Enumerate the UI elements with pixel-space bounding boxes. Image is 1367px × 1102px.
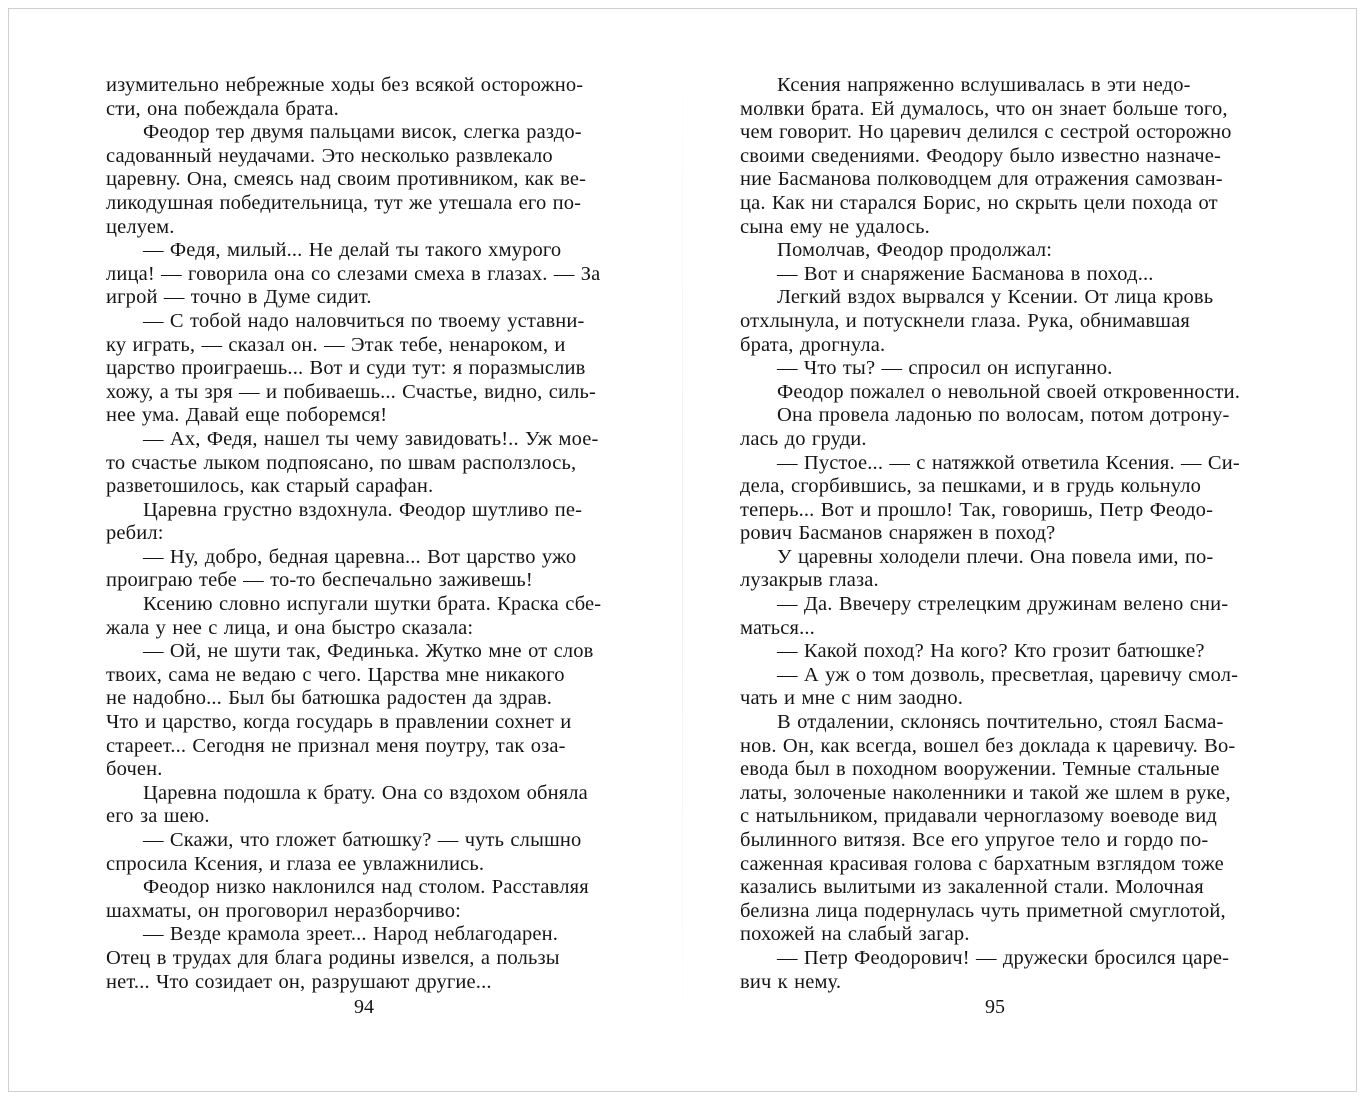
- left-page-text: [106, 74, 626, 994]
- text-line: — Да. Ввечеру стрелецким дружинам велено сни-: [777, 593, 1229, 616]
- left-page-number: 94: [354, 996, 374, 1018]
- text-line: евода был в походном вооружении. Темные стальные: [740, 758, 1220, 781]
- text-line: с натыльником, придавали черноглазому воеводе вид: [740, 805, 1217, 828]
- text-line: нов. Он, как всегда, вошел без доклада к царевичу. Во-: [740, 734, 1236, 757]
- right-page-number: 95: [985, 996, 1005, 1018]
- text-line: брата, дрогнула.: [740, 333, 886, 356]
- text-line: былинного витязя. Все его упругое тело и гордо по-: [740, 829, 1209, 851]
- text-line: царство проиграешь... Вот и суди тут: я поразмыслив: [106, 357, 586, 380]
- text-line: — Петр Феодорович! — дружески бросился царе-: [777, 946, 1230, 969]
- text-line: лица! — говорила она со слезами смеха в глазах. — За: [106, 262, 601, 285]
- text-line: ца. Как ни старался Борис, но скрыть цели похода от: [740, 191, 1218, 214]
- text-line: — Скажи, что гложет батюшку? — чуть слышно: [143, 829, 582, 851]
- text-line: маться...: [740, 616, 815, 639]
- text-line: проиграю тебе — то-то беспечально заживешь!: [106, 569, 533, 592]
- text-line: — А уж о том дозволь, пресветлая, царевичу смол-: [777, 663, 1239, 686]
- text-line: твоих, сама не ведаю с чего. Царства мне никакого: [106, 663, 565, 686]
- text-line: царевну. Она, смеясь над своим противником, как ве-: [106, 168, 587, 191]
- text-line: спросила Ксения, и глаза ее увлажнились.: [106, 852, 485, 875]
- text-line: его за шею.: [106, 805, 210, 828]
- text-line: Царевна грустно вздохнула. Феодор шутливо пе-: [143, 498, 583, 521]
- text-line: нее ума. Давай еще поборемся!: [106, 404, 388, 427]
- text-line: жала у нее с лица, и она быстро сказала:: [106, 616, 474, 639]
- text-line: Отец в трудах для блага родины извелся, а пользы: [106, 946, 560, 969]
- text-line: У царевны холодели плечи. Она повела ими, по-: [777, 545, 1214, 568]
- text-line: ребил:: [106, 522, 164, 545]
- text-line: разветошилось, как старый сарафан.: [106, 475, 434, 498]
- text-line: — Везде крамола зреет... Народ неблагодарен.: [143, 923, 559, 946]
- text-line: сына ему не удалось.: [740, 215, 930, 238]
- text-line: стареет... Сегодня не признал меня поутру, так оза-: [106, 734, 566, 757]
- text-line: В отдалении, склонясь почтительно, стоял Басма-: [777, 711, 1224, 734]
- left-page: [106, 74, 626, 994]
- text-line: Феодор низко наклонился над столом. Расставляя: [143, 876, 589, 899]
- text-line: Феодор пожалел о невольной своей откровенности.: [777, 380, 1240, 403]
- text-line: нет... Что созидает он, разрушают другие...: [106, 970, 492, 993]
- text-line: Ксению словно испугали шутки брата. Краска сбе-: [143, 593, 602, 616]
- text-line: молвки брата. Ей думалось, что он знает больше того,: [740, 97, 1228, 120]
- text-line: чать и мне с ним заодно.: [740, 687, 964, 710]
- right-page: [740, 74, 1260, 994]
- text-line: саженная красивая голова с бархатным взглядом тоже: [740, 852, 1224, 875]
- text-line: — С тобой надо наловчиться по твоему уставни-: [143, 309, 585, 332]
- text-line: — Ну, добро, бедная царевна... Вот царство ужо: [143, 545, 577, 568]
- text-line: шахматы, он проговорил неразборчиво:: [106, 899, 461, 922]
- text-line: — Что ты? — спросил он испуганно.: [777, 357, 1113, 380]
- text-line: Помолчав, Феодор продолжал:: [777, 239, 1053, 262]
- text-line: сти, она побеждала брата.: [106, 97, 339, 120]
- text-line: хожу, а ты зря — и побиваешь... Счастье, видно, силь-: [106, 380, 596, 403]
- text-line: Легкий вздох вырвался у Ксении. От лица кровь: [777, 286, 1214, 309]
- text-line: не надобно... Был бы батюшка радостен да здрав.: [106, 687, 553, 710]
- text-line: — Федя, милый... Не делай ты такого хмурого: [143, 239, 562, 262]
- text-line: то счастье лыком подпоясано, по швам расползлось,: [106, 451, 577, 474]
- text-line: белизна лица подернулась чуть приметной смуглотой,: [740, 899, 1226, 922]
- text-line: изумительно небрежные ходы без всякой осторожно-: [106, 74, 584, 96]
- text-line: — Пустое... — с натяжкой ответила Ксения. — Си-: [777, 451, 1240, 474]
- text-line: Она провела ладонью по волосам, потом дотрону-: [777, 404, 1230, 427]
- text-line: Что и царство, когда государь в правлении сохнет и: [106, 711, 572, 734]
- right-page-text: [740, 74, 1260, 994]
- text-line: ние Басманова полководцем для отражения самозван-: [740, 168, 1223, 191]
- text-line: отхлынула, и потускнели глаза. Рука, обнимавшая: [740, 309, 1190, 332]
- text-line: целуем.: [106, 215, 175, 238]
- text-line: вич к нему.: [740, 970, 842, 993]
- text-line: теперь... Вот и прошло! Так, говоришь, Петр Феодо-: [740, 498, 1214, 521]
- text-line: лась до груди.: [740, 427, 867, 450]
- book-gutter: [682, 9, 683, 1091]
- text-line: ку играть, — сказал он. — Этак тебе, ненароком, и: [106, 333, 566, 356]
- text-line: Феодор тер двумя пальцами висок, слегка раздо-: [143, 121, 582, 144]
- text-line: своими сведениями. Феодору было известно назначе-: [740, 144, 1221, 167]
- text-line: похожей на слабый загар.: [740, 923, 970, 946]
- text-line: — Вот и снаряжение Басманова в поход...: [777, 262, 1154, 285]
- text-line: Царевна подошла к брату. Она со вздохом обняла: [143, 781, 588, 804]
- text-line: бочен.: [106, 758, 163, 781]
- text-line: ликодушная победительница, тут же утешала его по-: [106, 191, 582, 214]
- text-line: чем говорит. Но царевич делился с сестрой осторожно: [740, 121, 1232, 144]
- text-line: — Какой поход? На кого? Кто грозит батюшке?: [777, 640, 1205, 663]
- text-line: — Ах, Федя, нашел ты чему завидовать!.. Уж мое-: [143, 427, 599, 450]
- text-line: латы, золоченые наколенники и такой же шлем в руке,: [740, 781, 1231, 804]
- text-line: дела, сгорбившись, за пешками, и в грудь кольнуло: [740, 475, 1202, 498]
- text-line: — Ой, не шути так, Фединька. Жутко мне от слов: [143, 640, 594, 663]
- text-line: лузакрыв глаза.: [740, 569, 879, 592]
- text-line: казались вылитыми из закаленной стали. Молочная: [740, 876, 1204, 899]
- text-line: рович Басманов снаряжен в поход?: [740, 522, 1056, 545]
- text-line: садованный неудачами. Это несколько развлекало: [106, 144, 553, 167]
- text-line: Ксения напряженно вслушивалась в эти недо-: [777, 74, 1191, 96]
- text-line: игрой — точно в Думе сидит.: [106, 286, 372, 309]
